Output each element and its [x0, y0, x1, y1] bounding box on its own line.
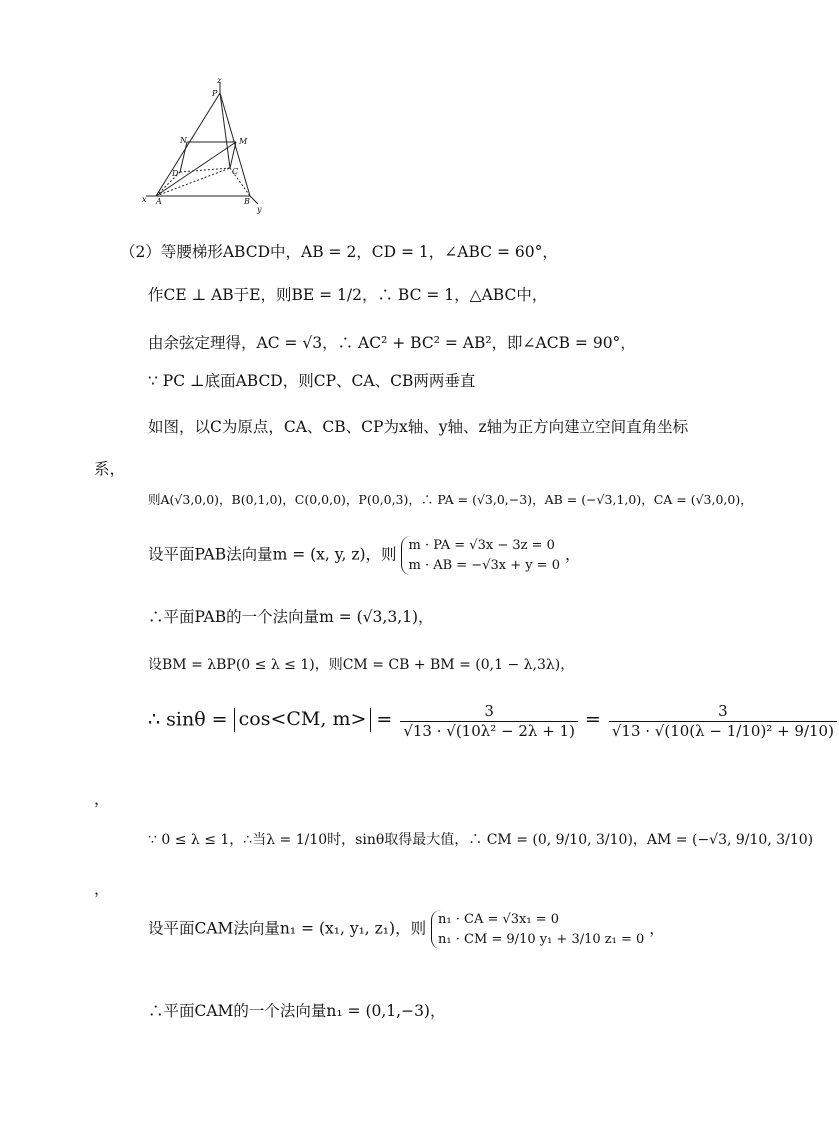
label-y: y	[257, 205, 262, 214]
label-c: C	[232, 167, 239, 176]
edge-am	[156, 142, 239, 196]
text-line-4: ∵ PC ⊥底面ABCD，则CP、CA、CB两两垂直	[148, 372, 476, 390]
text-line-5: 如图，以C为原点，CA、CB、CP为x轴、y轴、z轴为正方向建立空间直角坐标	[148, 418, 689, 436]
fraction-1-den: √13 · √(10λ² − 2λ + 1)	[403, 721, 575, 740]
fraction-2-num: 3	[609, 702, 837, 722]
eq-cam-1: n₁ · CA = √3x₁ = 0	[438, 912, 560, 927]
fraction-2-den: √13 · √(10(λ − 1/10)² + 9/10)	[611, 721, 834, 740]
label-x: x	[142, 195, 147, 204]
line-15-tail: ，	[649, 919, 665, 938]
eq-cam-2: n₁ · CM = 9/10 y₁ + 3/10 z₁ = 0	[438, 931, 645, 947]
equation-system-pab	[401, 536, 560, 575]
label-a: A	[156, 197, 162, 206]
text-line-6: 系，	[94, 460, 126, 478]
text-line-7: 则A(√3,0,0)，B(0,1,0)，C(0,0,0)，P(0,0,3)，∴ PA = (√3,0,−3)，AB = (−√3,1,0)，CA = (√3,0,0)，	[148, 492, 753, 507]
label-b: B	[244, 197, 250, 206]
text-line-15	[148, 910, 665, 949]
line-15-lead: 设平面CAM法向量n₁ = (x₁, y₁, z₁)，则	[148, 919, 427, 938]
text-line-16: ∴平面CAM的一个法向量n₁ = (0,1,−3)，	[148, 1002, 446, 1020]
equation-system-cam	[431, 910, 644, 949]
text-line-9: ∴平面PAB的一个法向量m = (√3,3,1)，	[148, 608, 434, 626]
pyramid-figure	[140, 78, 280, 213]
text-line-2: 作CE ⊥ AB于E，则BE = 1/2，∴ BC = 1，△ABC中，	[148, 286, 548, 304]
text-line-10: 设BM = λBP(0 ≤ λ ≤ 1)，则CM = CB + BM = (0,1 − λ,3λ)，	[148, 657, 575, 673]
text-line-1: （2）等腰梯形ABCD中，AB = 2，CD = 1，∠ABC = 60°，	[120, 243, 558, 261]
line-8-tail: ，	[564, 545, 581, 564]
eq-pab-1: m · PA = √3x − 3z = 0	[408, 538, 555, 553]
fraction-1-num: 3	[400, 702, 578, 722]
eq-sign-2: =	[584, 708, 607, 731]
text-line-12: ，	[94, 790, 110, 808]
label-d: D	[172, 169, 179, 178]
sin-theta-lead: ∴ sinθ =	[148, 708, 234, 731]
text-line-11	[148, 702, 839, 741]
text-line-8	[148, 536, 580, 575]
label-p: P	[212, 89, 218, 98]
cos-abs: cos<CM, m>	[234, 708, 372, 732]
edge-nd	[180, 142, 187, 172]
label-n: N	[180, 136, 187, 145]
fraction-1	[400, 702, 578, 741]
text-line-13: ∵ 0 ≤ λ ≤ 1，∴当λ = 1/10时，sinθ取得最大值，∴ CM = (0, 9/10, 3/10)，AM = (−√3, 9/10, 3/10)	[148, 832, 814, 848]
label-m: M	[239, 137, 248, 146]
line-8-lead: 设平面PAB法向量m = (x, y, z)，则	[148, 545, 397, 564]
text-line-14: ，	[94, 880, 110, 898]
edge-pa	[156, 93, 220, 196]
fraction-2	[609, 702, 837, 741]
label-z: z	[217, 76, 222, 85]
edge-pc	[220, 93, 230, 168]
eq-pab-2: m · AB = −√3x + y = 0	[408, 557, 561, 573]
eq-sign-1: =	[376, 708, 399, 731]
text-line-3: 由余弦定理得，AC = √3，∴ AC² + BC² = AB²，即∠ACB = 90°，	[148, 334, 636, 352]
